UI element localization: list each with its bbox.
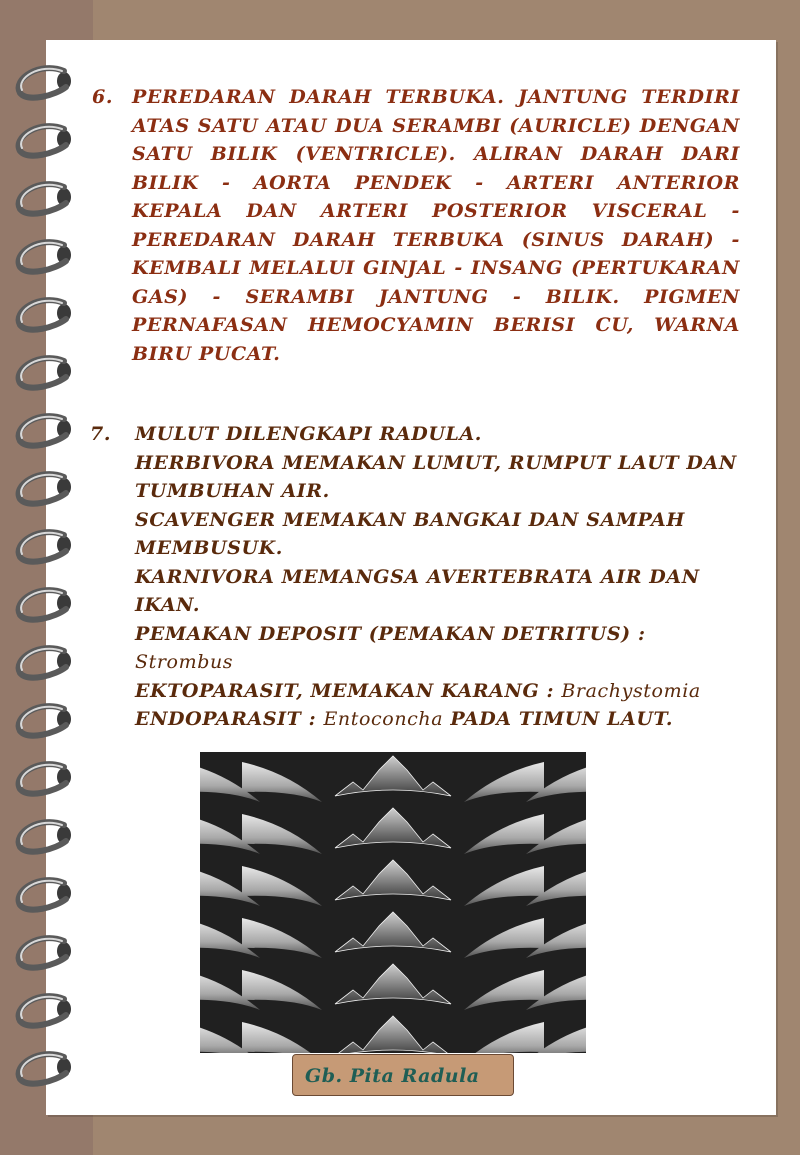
caption-text: Gb. Pita Radula: [305, 1065, 480, 1087]
section-6-text: PEREDARAN DARAH TERBUKA. JANTUNG TERDIRI ATAS SATU ATAU DUA SERAMBI (AURICLE) DENGAN SATU BILIK (VENTRICLE). ALIRAN DARAH DARI BILIK - AORTA PENDEK - ARTERI ANTERIOR KEPALA DAN ARTERI POSTERIOR VISCERAL - PEREDARAN DARAH TERBUKA (SINUS DARAH) - KEMBALI MELALUI GINJAL - INSANG (PERTUKARAN GAS) - SERAMBI JANTUNG - BILIK. PIGMEN PERNAFASAN HEMOCYAMIN BERISI CU, WARNA BIRU PUCAT.: [132, 86, 740, 365]
binding-ring: [19, 880, 71, 910]
binding-ring: [19, 68, 71, 98]
radula-micrograph-image: [200, 752, 586, 1053]
binding-ring: [19, 706, 71, 736]
section-7-line-2: HERBIVORA MEMAKAN LUMUT, RUMPUT LAUT DAN TUMBUHAN AIR.: [135, 451, 737, 502]
binding-ring: [19, 590, 71, 620]
section-6-number: 6.: [92, 86, 114, 108]
binding-ring: [19, 242, 71, 272]
section-7-line-6-scientific-name: Brachystomia: [561, 679, 701, 702]
binding-ring: [19, 938, 71, 968]
radula-teeth-illustration: [200, 752, 586, 1053]
binding-ring: [19, 358, 71, 388]
section-7-line-6: [135, 677, 750, 706]
binding-ring: [19, 126, 71, 156]
section-7-line-3: SCAVENGER MEMAKAN BANGKAI DAN SAMPAH MEMBUSUK.: [135, 508, 685, 559]
binding-ring: [19, 648, 71, 678]
section-7-line-7: [135, 705, 750, 734]
section-7-line-5: PEMAKAN DEPOSIT (PEMAKAN DETRITUS) :: [135, 622, 646, 645]
section-7-line-6-text: EKTOPARASIT, MEMAKAN KARANG :: [135, 679, 562, 702]
section-7-line-7-scientific-name: Entoconcha: [323, 708, 444, 730]
binding-ring: [19, 184, 71, 214]
section-7-line-4: KARNIVORA MEMANGSA AVERTEBRATA AIR DAN IKAN.: [135, 565, 700, 616]
section-7-line-1: MULUT DILENGKAPI RADULA.: [135, 423, 483, 445]
section-6: [92, 83, 740, 368]
binding-ring: [19, 822, 71, 852]
binding-ring: [19, 764, 71, 794]
binding-ring: [19, 1054, 71, 1084]
binding-ring: [19, 474, 71, 504]
spiral-binding-rings: [0, 40, 90, 1120]
binding-ring: [19, 416, 71, 446]
caption-box: [292, 1054, 514, 1096]
binding-ring: [19, 996, 71, 1026]
section-7-line-5-scientific-name: Strombus: [135, 651, 234, 673]
section-7-line-7-suffix: PADA TIMUN LAUT.: [443, 708, 674, 730]
section-7: [90, 420, 750, 734]
section-7-line-7-prefix: ENDOPARASIT :: [135, 708, 324, 730]
binding-ring: [19, 532, 71, 562]
section-7-number: 7.: [90, 423, 112, 445]
binding-ring: [19, 300, 71, 330]
